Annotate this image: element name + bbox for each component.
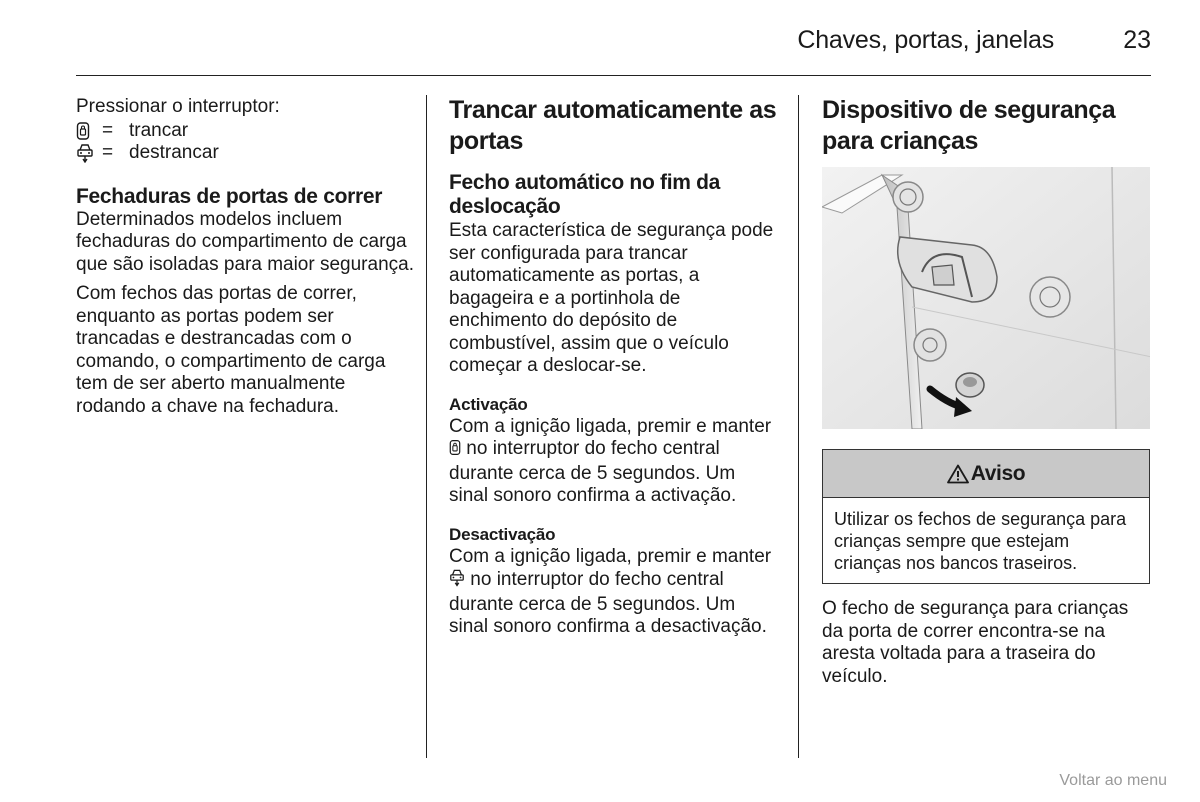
legend-unlock-label: destrancar bbox=[129, 142, 219, 163]
page-number: 23 bbox=[1123, 26, 1151, 54]
activation-text bbox=[449, 416, 779, 508]
column-3 bbox=[822, 92, 1152, 157]
legend-unlock-row bbox=[76, 142, 416, 165]
intro-text: Pressionar o interruptor: bbox=[76, 96, 280, 117]
column-1 bbox=[76, 92, 416, 418]
padlock-icon bbox=[449, 439, 461, 463]
warning-title: Aviso bbox=[970, 461, 1026, 485]
child-safety-heading: Dispositivo de segurança para crianças bbox=[822, 96, 1116, 155]
legend-lock-row bbox=[76, 120, 416, 143]
deactivation-text bbox=[449, 546, 779, 639]
deactivation-text-before: Com a ignição ligada, premir e manter bbox=[449, 545, 772, 567]
child-lock-para: O fecho de segurança para crianças da porta de correr encontra-se na aresta voltada para a traseira do veículo. bbox=[822, 598, 1129, 687]
column-3-text bbox=[822, 598, 1152, 688]
door-unlock-icon bbox=[449, 568, 465, 594]
auto-lock-para: Esta característica de segurança pode ser configurada para trancar automaticamente as portas, a bagageira e a portinhola de enchimento do depósito de combustível, assim que o veículo começar a deslocar-se. bbox=[449, 220, 774, 376]
sliding-door-para-2: Com fechos das portas de correr, enquanto as portas podem ser trancadas e destrancadas com o comando, o compartimento de carga tem de ser aberto manualmente rodando a chave na fechadura. bbox=[76, 283, 386, 417]
equals-sign: = bbox=[102, 119, 114, 141]
column-2 bbox=[449, 92, 779, 639]
auto-lock-heading: Trancar automaticamente as portas bbox=[449, 96, 777, 155]
header-rule bbox=[76, 75, 1151, 76]
warning-triangle-icon bbox=[947, 464, 969, 484]
back-to-menu-link[interactable]: Voltar ao menu bbox=[1059, 772, 1167, 789]
sliding-door-para-1: Determinados modelos incluem fechaduras do compartimento de carga que são isoladas para maior segurança. bbox=[76, 208, 414, 275]
warning-header bbox=[823, 450, 1149, 498]
sliding-door-locks-heading: Fechaduras de portas de correr bbox=[76, 184, 383, 208]
activation-text-before: Com a ignição ligada, premir e manter bbox=[449, 415, 772, 437]
warning-box bbox=[822, 449, 1150, 584]
deactivation-text-after: no interruptor do fecho central durante cerca de 5 segundos. Um sinal sonoro confirma a desactivação. bbox=[449, 569, 767, 637]
column-divider bbox=[798, 95, 799, 758]
padlock-icon bbox=[76, 122, 102, 140]
deactivation-heading: Desactivação bbox=[449, 524, 556, 544]
auto-lock-subheading: Fecho automático no fim da deslocação bbox=[449, 171, 721, 218]
activation-text-after: no interruptor do fecho central durante cerca de 5 segundos. Um sinal sonoro confirma a activação. bbox=[449, 438, 737, 506]
child-lock-illustration bbox=[822, 167, 1150, 429]
door-unlock-icon bbox=[76, 143, 102, 163]
section-title: Chaves, portas, janelas bbox=[797, 26, 1054, 54]
activation-heading: Activação bbox=[449, 394, 528, 414]
equals-sign: = bbox=[102, 142, 114, 163]
legend-lock-label: trancar bbox=[129, 119, 189, 141]
column-divider bbox=[426, 95, 427, 758]
warning-text: Utilizar os fechos de segurança para crianças sempre que estejam crianças nos bancos traseiros. bbox=[834, 509, 1127, 573]
